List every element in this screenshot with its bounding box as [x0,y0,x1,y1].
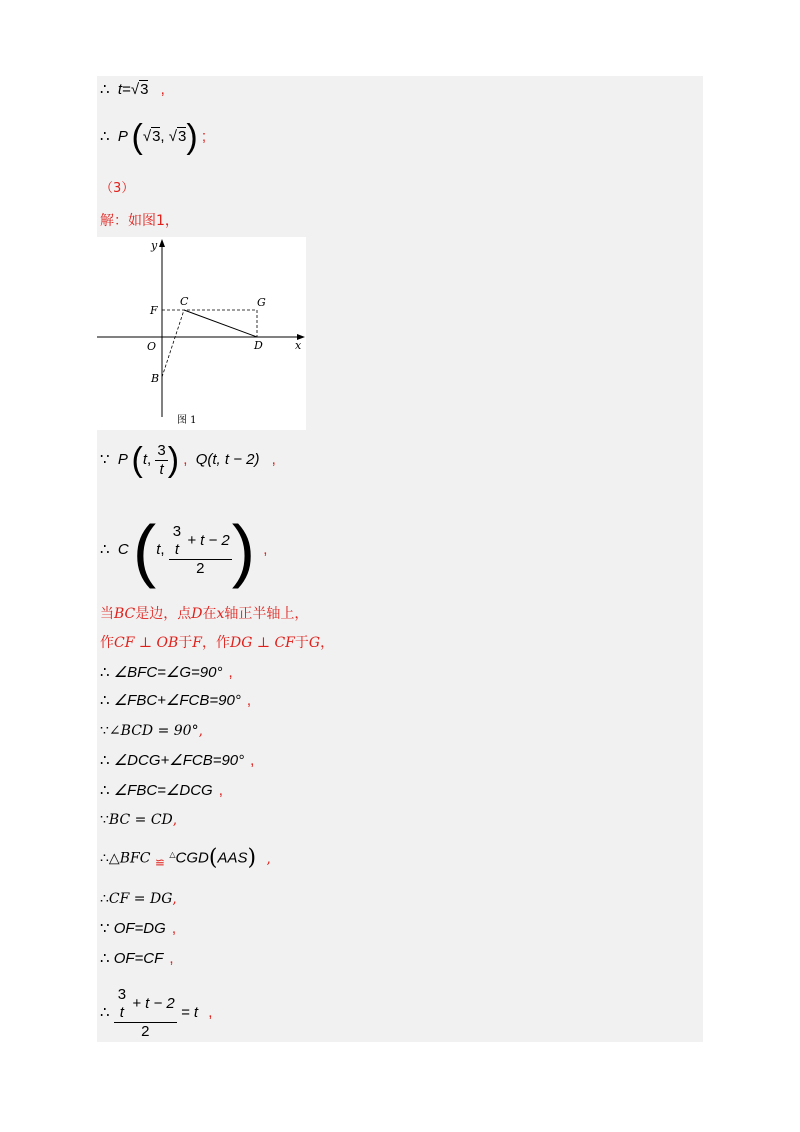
label-c: C [180,295,189,308]
step-of-equals-cf: ∴ OF=CF , [100,950,174,967]
step-angle-sum: ∴ ∠FBC+∠FCB=90° , [100,692,251,709]
case-statement: 当BC是边，点D在x轴正半轴上， [100,606,309,622]
step-congruence: ∴△BFC ≌ △CGD(AAS) , [100,845,271,871]
step-bcd-right: ∵∠BCD = 90°, [100,723,204,739]
line-c-coordinates: ∴ C (t, 3 t + t − 2 2 ) , [100,511,268,590]
construction-statement: 作CF ⊥ OB于F，作DG ⊥ CF于G， [100,635,335,651]
fraction-3-over-t: $\frac{3}{t}$ [157,441,166,478]
label-f: F [150,304,158,317]
coordinate-diagram [97,237,306,430]
step-equation-t: ∴ 3 t + t − 2 2 = t , [100,985,213,1040]
step-angle-equal: ∴ ∠FBC=∠DCG , [100,782,223,799]
figure-1 [97,237,306,430]
label-d: D [254,339,263,352]
solution-intro: 解：如图1， [100,213,179,229]
label-b: B [151,372,160,385]
line-p-coordinates: ∴ P (√3, √3) ; [100,118,207,157]
label-g: G [257,296,266,309]
segment-cd [184,310,257,337]
part-3-heading: （3） [100,181,135,196]
step-angle-right: ∴ ∠BFC=∠G=90° , [100,664,233,681]
therefore-symbol: ∴ [100,81,110,98]
fraction-c-y: 3 t + t − 2 2 [169,523,232,578]
line-t-value: ∴ t=√3 , [100,81,165,98]
label-o: O [147,340,157,353]
y-axis-arrow [159,239,165,247]
step-bc-equals-cd: ∵BC = CD, [100,812,178,828]
segment-bc [162,310,184,377]
label-y: y [151,239,158,252]
step-of-equals-dg: ∵ OF=DG , [100,920,176,937]
line-p-q-coordinates: ∵ P (t, $\frac{3}{t}$ ) , Q(t, t − 2) , [100,441,276,480]
fraction-equation: 3 t + t − 2 2 [114,986,177,1041]
figure-caption: 图 1 [177,415,197,426]
step-angle-sum-2: ∴ ∠DCG+∠FCB=90° , [100,752,255,769]
step-cf-equals-dg: ∴CF = DG, [100,891,177,907]
label-x: x [295,339,302,352]
